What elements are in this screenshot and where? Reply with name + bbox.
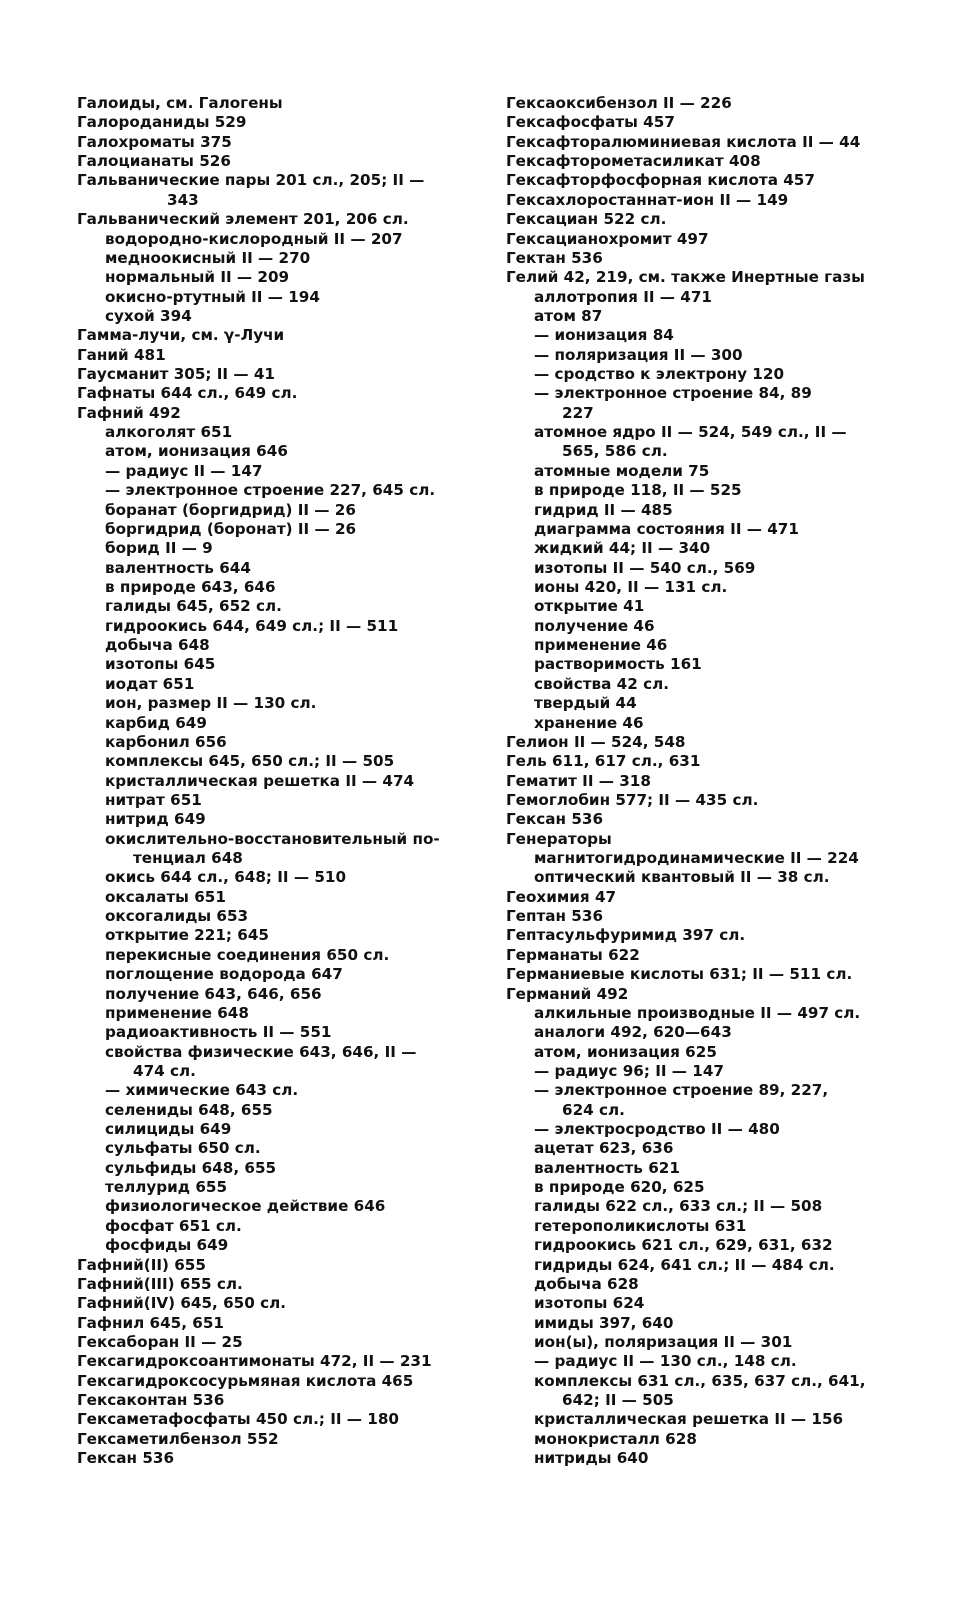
index-entry: — радиус II — 130 сл., 148 сл. [534, 1352, 797, 1371]
index-entry: Гексахлоростаннат-ион II — 149 [506, 190, 789, 209]
index-entry: 343 [167, 190, 199, 209]
index-entry: изотопы 624 [534, 1294, 645, 1313]
index-entry: свойства 42 сл. [534, 674, 669, 693]
index-entry: оксалаты 651 [105, 887, 226, 906]
index-entry: фосфиды 649 [105, 1236, 229, 1255]
index-column-right [506, 94, 888, 1469]
index-entry: Германиевые кислоты 631; II — 511 сл. [506, 965, 853, 984]
index-entry: Галохроматы 375 [77, 132, 232, 151]
index-entry: Гальванический элемент 201, 206 сл. [77, 210, 409, 229]
index-entry: Гептан 536 [506, 907, 604, 926]
index-entry: Гексан 536 [77, 1449, 175, 1468]
index-entry: гидриды 624, 641 сл.; II — 484 сл. [534, 1255, 835, 1274]
index-entry: валентность 644 [105, 558, 251, 577]
index-entry: оксогалиды 653 [105, 907, 249, 926]
index-entry: ион(ы), поляризация II — 301 [534, 1333, 793, 1351]
index-entry: добыча 648 [105, 636, 210, 655]
index-entry: сульфиды 648, 655 [105, 1158, 277, 1177]
index-entry: 565, 586 сл. [562, 442, 668, 461]
index-entry: Гематит II — 318 [506, 771, 651, 790]
index-entry: Гексафосфаты 457 [506, 113, 675, 132]
index-entry: получение 643, 646, 656 [105, 984, 322, 1003]
index-entry: в природе 118, II — 525 [534, 481, 742, 500]
index-entry: гидрид II — 485 [534, 500, 673, 519]
index-entry: карбид 649 [105, 713, 207, 732]
index-entry: аллотропия II — 471 [534, 287, 712, 306]
index-entry: сульфаты 650 сл. [105, 1139, 261, 1158]
index-entry: изотопы 645 [105, 655, 216, 674]
index-entry: оптический квантовый II — 38 сл. [534, 868, 830, 887]
index-entry: Гафний(III) 655 сл. [77, 1274, 243, 1293]
index-entry: фосфат 651 сл. [105, 1216, 242, 1235]
index-entry: Гексагидроксоантимонаты 472, II — 231 [77, 1352, 432, 1371]
index-entry: комплексы 645, 650 сл.; II — 505 [105, 752, 395, 771]
index-entry: карбонил 656 [105, 732, 227, 751]
index-entry: комплексы 631 сл., 635, 637 сл., 641, [534, 1371, 866, 1390]
index-entry: валентность 621 [534, 1158, 680, 1177]
index-entry: Гафнил 645, 651 [77, 1313, 225, 1332]
index-entry: сухой 394 [105, 306, 192, 325]
index-entry: твердый 44 [534, 694, 637, 713]
index-entry: получение 46 [534, 616, 655, 635]
index-entry: применение 648 [105, 1003, 249, 1022]
index-entry: Генераторы [506, 829, 612, 848]
index-entry: Гелий 42, 219, см. также Инертные газы [506, 268, 865, 287]
index-entry: — электронное строение 227, 645 сл. [105, 481, 436, 500]
index-entry: — электронное строение 89, 227, [534, 1081, 829, 1100]
index-entry: нитриды 640 [534, 1449, 649, 1468]
index-entry: Гексациан 522 сл. [506, 210, 667, 229]
index-entry: Гафний 492 [77, 403, 181, 422]
index-entry: Гамма-лучи, см. γ-Лучи [77, 326, 285, 345]
index-entry: Гальванические пары 201 сл., 205; II — [77, 171, 425, 190]
index-entry: — электронное строение 84, 89 [534, 384, 812, 403]
index-entry: радиоактивность II — 551 [105, 1023, 332, 1042]
index-entry: в природе 620, 625 [534, 1178, 705, 1197]
index-entry: — радиус II — 147 [105, 461, 263, 480]
index-entry: Гафний(II) 655 [77, 1255, 206, 1274]
index-entry: открытие 221; 645 [105, 926, 269, 945]
index-entry: — химические 643 сл. [105, 1081, 299, 1100]
index-entry: применение 46 [534, 636, 668, 655]
index-entry: атомные модели 75 [534, 461, 710, 480]
index-entry: Гемоглобин 577; II — 435 сл. [506, 790, 759, 809]
index-entry: галиды 645, 652 сл. [105, 597, 282, 616]
index-entry: иодат 651 [105, 674, 195, 693]
index-entry: алкильные производные II — 497 сл. [534, 1003, 861, 1022]
index-entry: боргидрид (боронат) II — 26 [105, 519, 357, 538]
index-entry: Гептасульфуримид 397 сл. [506, 926, 746, 945]
index-entry: магнитогидродинамические II — 224 [534, 849, 859, 868]
index-entry: диаграмма состояния II — 471 [534, 519, 799, 538]
index-entry: гетерополикислоты 631 [534, 1216, 747, 1235]
index-entry: Гафнаты 644 сл., 649 сл. [77, 384, 298, 403]
index-entry: 624 сл. [562, 1100, 625, 1119]
index-entry: кристаллическая решетка II — 474 [105, 771, 415, 790]
index-entry: атом 87 [534, 306, 603, 325]
index-entry: Гексан 536 [506, 810, 604, 829]
index-entry: жидкий 44; II — 340 [534, 539, 711, 558]
index-entry: Гафний(IV) 645, 650 сл. [77, 1294, 286, 1313]
index-entry: нитрат 651 [105, 790, 202, 809]
index-entry: аналоги 492, 620—643 [534, 1023, 732, 1042]
index-entry: имиды 397, 640 [534, 1313, 674, 1332]
index-entry: — электросродство II — 480 [534, 1120, 780, 1139]
index-entry: — сродство к электрону 120 [534, 365, 785, 384]
index-entry: нормальный II — 209 [105, 268, 290, 287]
index-entry: окисно-ртутный II — 194 [105, 287, 320, 306]
index-entry: — радиус 96; II — 147 [534, 1061, 724, 1080]
index-entry: тенциал 648 [133, 849, 243, 868]
index-entry: Галоцианаты 526 [77, 152, 231, 171]
index-entry: открытие 41 [534, 597, 645, 616]
index-entry: галиды 622 сл., 633 сл.; II — 508 [534, 1197, 823, 1216]
index-entry: — ионизация 84 [534, 326, 674, 345]
index-entry: поглощение водорода 647 [105, 965, 343, 984]
index-entry: селениды 648, 655 [105, 1100, 273, 1119]
index-entry: Гексацианохромит 497 [506, 229, 709, 248]
index-entry: ионы 420, II — 131 сл. [534, 577, 728, 596]
index-entry: Ганий 481 [77, 345, 166, 364]
index-entry: физиологическое действие 646 [105, 1197, 386, 1216]
index-entry: свойства физические 643, 646, II — [105, 1042, 417, 1061]
index-entry: водородно-кислородный II — 207 [105, 229, 403, 248]
index-entry: медноокисный II — 270 [105, 248, 311, 267]
index-entry: борид II — 9 [105, 539, 213, 558]
index-entry: Гексаметилбензол 552 [77, 1429, 279, 1448]
index-entry: Гексаконтан 536 [77, 1391, 225, 1410]
index-entry: кристаллическая решетка II — 156 [534, 1410, 844, 1429]
index-entry: Гексаметафосфаты 450 сл.; II — 180 [77, 1410, 399, 1429]
index-entry: теллурид 655 [105, 1178, 228, 1197]
index-entry: Гексафторометасиликат 408 [506, 152, 761, 171]
index-entry: растворимость 161 [534, 655, 702, 674]
index-entry: Гексаборан II — 25 [77, 1333, 243, 1351]
index-entry: 227 [562, 403, 594, 422]
index-entry: изотопы II — 540 сл., 569 [534, 558, 756, 577]
index-column-left [77, 94, 459, 1469]
index-entry: алкоголят 651 [105, 423, 233, 442]
index-entry: Гектан 536 [506, 248, 603, 267]
index-entry: монокристалл 628 [534, 1429, 697, 1448]
index-entry: Германаты 622 [506, 945, 640, 964]
index-entry: гидроокись 644, 649 сл.; II — 511 [105, 616, 399, 635]
index-entry: Гексафторфосфорная кислота 457 [506, 171, 815, 190]
index-entry: Гексаоксибензол II — 226 [506, 94, 732, 112]
index-entry: Гексагидроксосурьмяная кислота 465 [77, 1371, 414, 1390]
index-entry: Галороданиды 529 [77, 113, 247, 132]
index-entry: гидроокись 621 сл., 629, 631, 632 [534, 1236, 833, 1255]
index-entry: — поляризация II — 300 [534, 345, 743, 364]
index-entry: ацетат 623, 636 [534, 1139, 674, 1158]
index-entry: ион, размер II — 130 сл. [105, 694, 317, 713]
index-entry: добыча 628 [534, 1274, 639, 1293]
index-entry: окись 644 сл., 648; II — 510 [105, 868, 347, 887]
index-entry: атом, ионизация 646 [105, 442, 288, 461]
index-entry: Галоиды, см. Галогены [77, 94, 283, 112]
index-entry: Геохимия 47 [506, 887, 617, 906]
index-entry: силициды 649 [105, 1120, 232, 1139]
index-entry: Гаусманит 305; II — 41 [77, 365, 275, 384]
index-entry: Гексафторалюминиевая кислота II — 44 [506, 132, 861, 151]
index-entry: хранение 46 [534, 713, 644, 732]
index-entry: боранат (боргидрид) II — 26 [105, 500, 356, 519]
index-entry: нитрид 649 [105, 810, 206, 829]
index-entry: окислительно-восстановительный по- [105, 829, 440, 848]
index-entry: перекисные соединения 650 сл. [105, 945, 390, 964]
index-entry: Гелион II — 524, 548 [506, 732, 686, 751]
index-entry: 642; II — 505 [562, 1391, 674, 1410]
index-entry: Гель 611, 617 сл., 631 [506, 752, 701, 771]
index-entry: в природе 643, 646 [105, 577, 276, 596]
index-entry: атомное ядро II — 524, 549 сл., II — [534, 423, 847, 442]
index-entry: 474 сл. [133, 1061, 196, 1080]
index-entry: атом, ионизация 625 [534, 1042, 717, 1061]
index-entry: Германий 492 [506, 984, 629, 1003]
